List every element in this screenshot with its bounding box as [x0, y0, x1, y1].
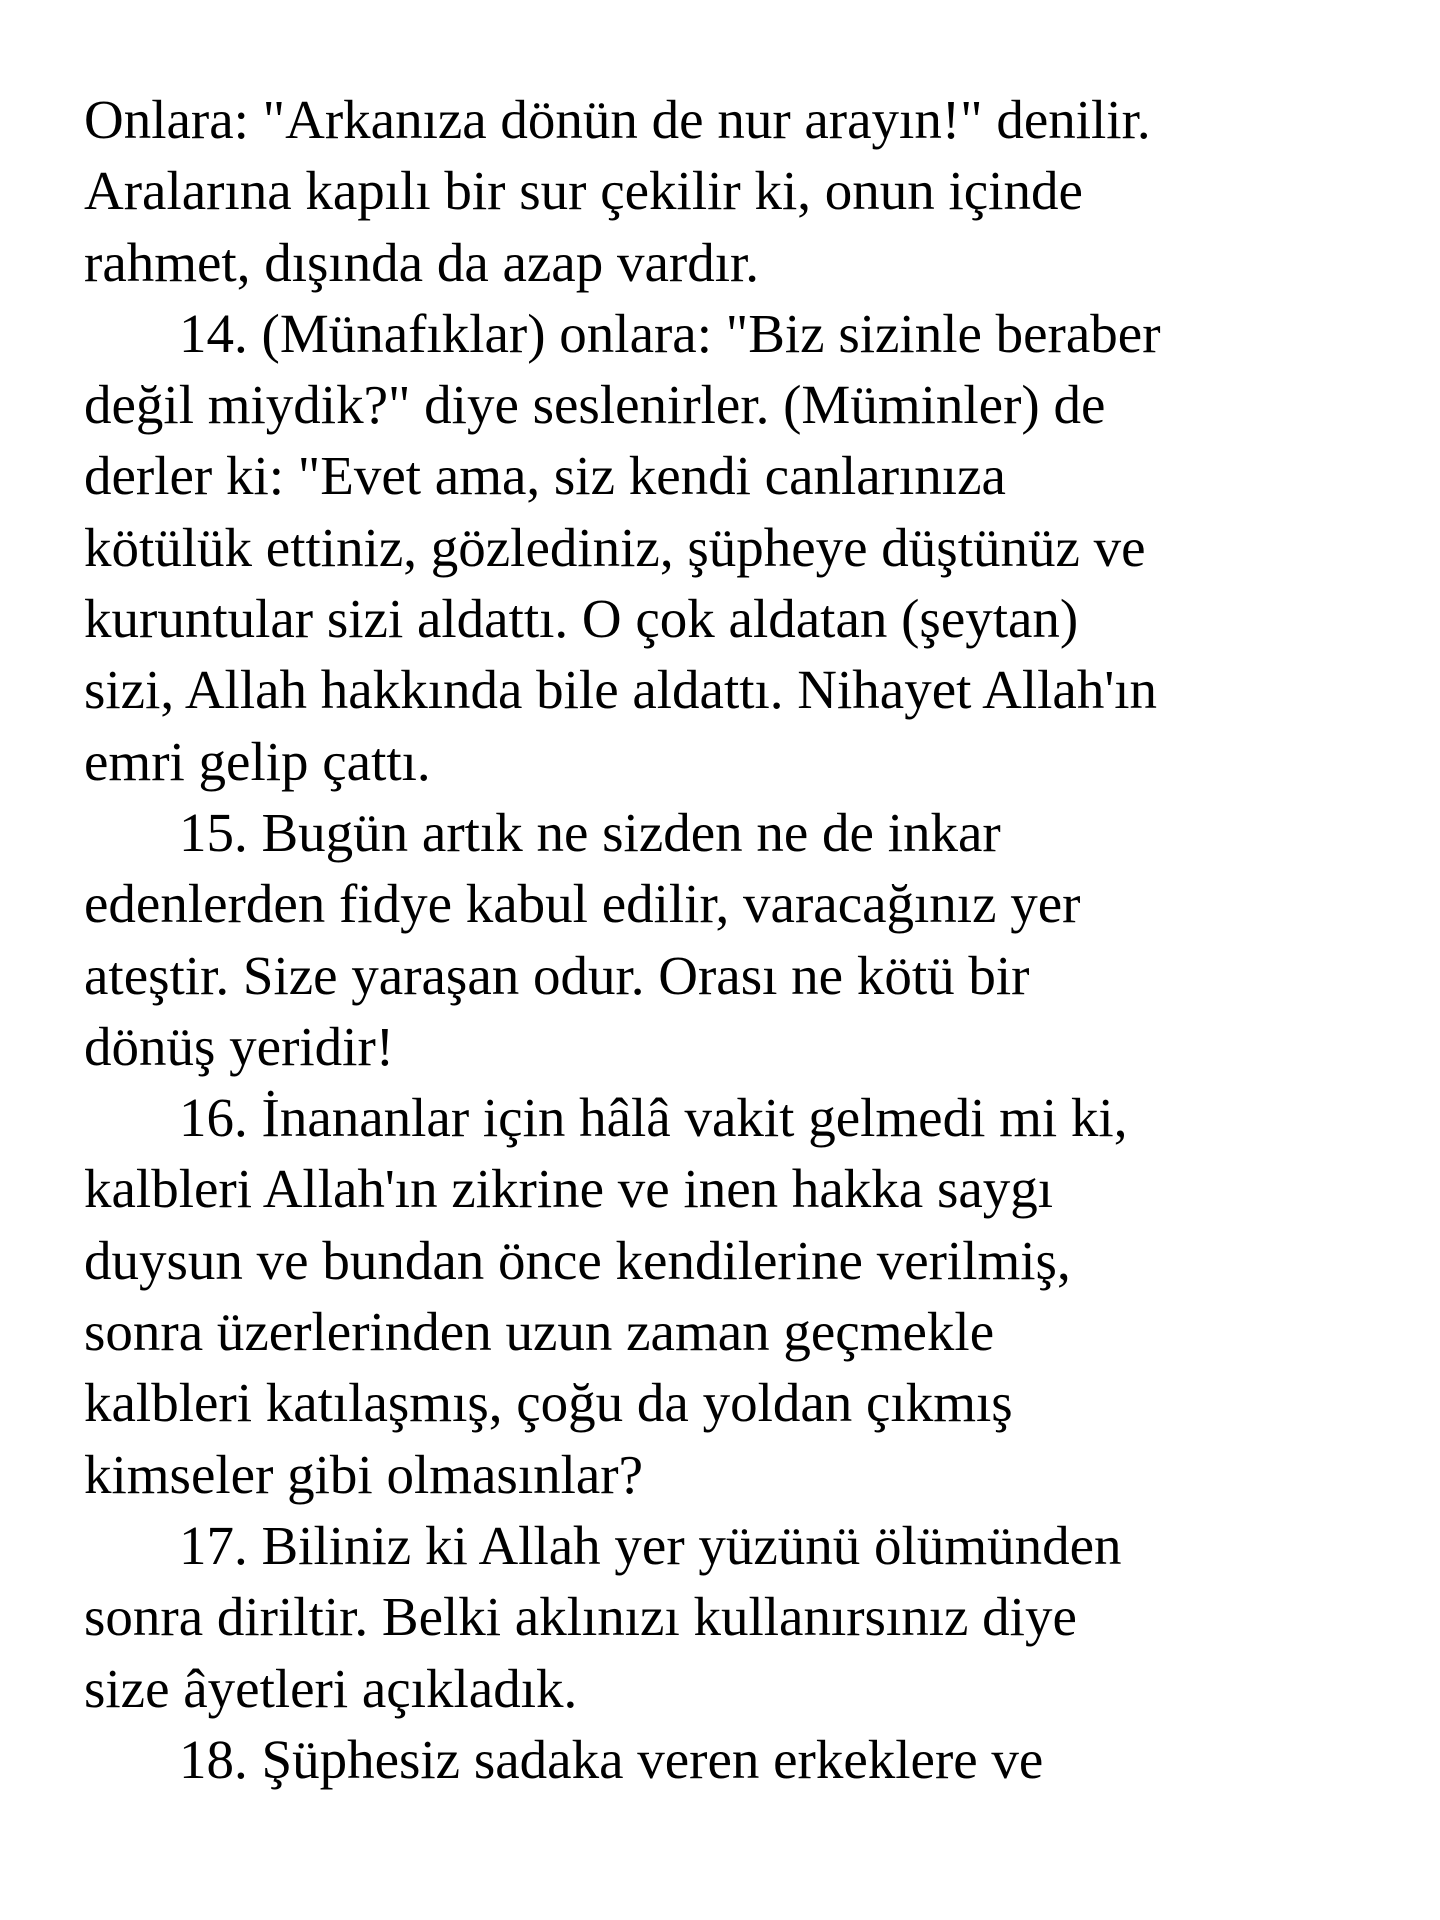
- verse-16-start: 16. İnananlar için hâlâ vakit gelmedi mi ki,: [179, 1087, 1128, 1149]
- verse-18-start: 18. Şüphesiz sadaka veren erkeklere ve: [179, 1728, 1044, 1790]
- text-line: kalbleri katılaşmış, çoğu da yoldan çıkmış: [84, 1372, 1013, 1434]
- text-line: duysun ve bundan önce kendilerine verilmiş,: [84, 1229, 1071, 1291]
- text-line: ateştir. Size yaraşan odur. Orası ne kötü bir: [84, 944, 1030, 1006]
- text-line: size âyetleri açıkladık.: [84, 1657, 578, 1719]
- text-line: değil miydik?" diye seslenirler. (Müminler) de: [84, 374, 1106, 436]
- text-line: Aralarına kapılı bir sur çekilir ki, onun içinde: [84, 160, 1083, 222]
- text-line: Onlara: "Arkanıza dönün de nur arayın!" denilir.: [84, 89, 1151, 150]
- text-line: edenlerden fidye kabul edilir, varacağınız yer: [84, 873, 1081, 935]
- text-line: sonra üzerlerinden uzun zaman geçmekle: [84, 1301, 995, 1363]
- text-line: kimseler gibi olmasınlar?: [84, 1443, 644, 1505]
- text-line: sonra diriltir. Belki aklınızı kullanırsınız diye: [84, 1586, 1077, 1648]
- text-line: dönüş yeridir!: [84, 1015, 395, 1077]
- verse-15-start: 15. Bugün artık ne sizden ne de inkar: [179, 801, 1001, 863]
- text-line: rahmet, dışında da azap vardır.: [84, 231, 760, 293]
- text-line: sizi, Allah hakkında bile aldattı. Nihayet Allah'ın: [84, 659, 1158, 721]
- text-line: emri gelip çattı.: [84, 730, 431, 792]
- verse-17-start: 17. Biliniz ki Allah yer yüzünü ölümünden: [179, 1514, 1122, 1576]
- text-line: kötülük ettiniz, gözlediniz, şüpheye düştünüz ve: [84, 516, 1146, 578]
- verse-14-start: 14. (Münafıklar) onlara: "Biz sizinle beraber: [179, 302, 1161, 364]
- text-line: kalbleri Allah'ın zikrine ve inen hakka saygı: [84, 1158, 1054, 1220]
- text-line: kuruntular sizi aldattı. O çok aldatan (şeytan): [84, 588, 1079, 650]
- text-line: derler ki: "Evet ama, siz kendi canlarınıza: [84, 445, 1006, 507]
- body-text: [84, 84, 1424, 1795]
